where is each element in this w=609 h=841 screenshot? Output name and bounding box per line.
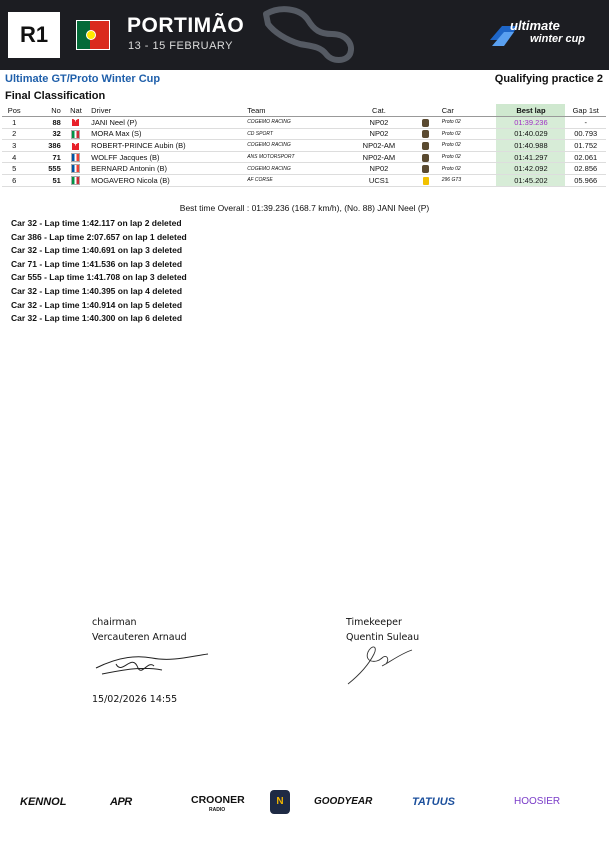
note-item: Car 555 - Lap time 1:41.708 on lap 3 deleted (11, 272, 187, 283)
crooner-logo: CROONER (191, 794, 245, 806)
row-number: 71 (26, 151, 62, 163)
timekeeper-signature (346, 640, 426, 686)
row-team: CD SPORT (245, 128, 346, 140)
note-item: Car 32 - Lap time 1:40.914 on lap 5 deleted (11, 299, 183, 310)
note-item: Car 32 - Lap time 1:42.117 on lap 2 deleted (11, 218, 182, 228)
col-driver: Driver (89, 104, 245, 117)
venue-name: PORTIMÃO (127, 14, 245, 37)
row-driver: MOGAVERO Nicola (B) (89, 174, 245, 186)
crooner-radio-logo: RADIO (209, 807, 226, 813)
col-best-lap: Best lap (496, 104, 565, 117)
row-number: 88 (26, 117, 62, 129)
row-best-lap: 01:39.236 (496, 117, 565, 129)
row-car: Proto 02 (440, 128, 497, 140)
row-pos: 1 (2, 117, 26, 129)
hoosier-logo: HOOSIER (514, 796, 561, 807)
tatuus-logo: TATUUS (412, 796, 455, 808)
portugal-flag-icon (76, 20, 110, 50)
row-team: AF CORSE (245, 174, 346, 186)
track-map-icon (260, 4, 360, 66)
row-category: NP02 (347, 128, 412, 140)
event-header (0, 0, 609, 70)
row-best-lap: 01:41.297 (496, 151, 565, 163)
col-cat: Cat. (347, 104, 412, 117)
apr-logo: APR (110, 796, 132, 808)
col-car: Car (440, 104, 497, 117)
row-gap: 05.966 (565, 174, 606, 186)
row-pos: 4 (2, 151, 26, 163)
steward-notes (11, 217, 187, 326)
row-best-lap: 01:45.202 (496, 174, 565, 186)
results-table (2, 104, 606, 187)
france-flag-icon (71, 164, 80, 173)
chairman-role: chairman (92, 617, 137, 628)
results-header-row (2, 104, 606, 117)
switzerland-flag-icon (72, 119, 79, 126)
table-row (2, 174, 606, 186)
row-category: NP02 (347, 163, 412, 175)
table-row (2, 117, 606, 129)
row-best-lap: 01:40.029 (496, 128, 565, 140)
row-category: NP02-AM (347, 151, 412, 163)
row-team: COGEMO RACING (245, 140, 346, 152)
row-number: 51 (26, 174, 62, 186)
best-time-overall: Best time Overall : 01:39.236 (168.7 km/h), (No. 88) JANI Neel (P) (179, 203, 430, 213)
ligier-brand-icon (422, 130, 429, 138)
row-gap: 00.793 (565, 128, 606, 140)
row-pos: 6 (2, 174, 26, 186)
row-pos: 5 (2, 163, 26, 175)
note-item: Car 386 - Lap time 2:07.657 on lap 1 deleted (11, 231, 187, 242)
signature-datetime: 15/02/2026 14:55 (92, 694, 178, 705)
event-dates: 13 - 15 FEBRUARY (128, 40, 234, 52)
col-brand (411, 104, 439, 117)
row-category: NP02-AM (347, 140, 412, 152)
chairman-name: Vercauteren Arnaud (92, 632, 187, 643)
row-driver: BERNARD Antonin (B) (89, 163, 245, 175)
ligier-brand-icon (422, 154, 429, 162)
france-flag-icon (71, 153, 80, 162)
ligier-brand-icon (422, 142, 429, 150)
ferrari-brand-icon (423, 177, 429, 185)
brand-wordmark-bottom: winter cup (530, 33, 586, 45)
row-team: ANS MOTORSPORT (245, 151, 346, 163)
italy-flag-icon (71, 176, 80, 185)
italy-flag-icon (71, 130, 80, 139)
row-pos: 2 (2, 128, 26, 140)
row-gap: - (565, 117, 606, 129)
sponsor-bar (0, 788, 609, 818)
chairman-signature (92, 646, 212, 680)
row-category: NP02 (347, 117, 412, 129)
row-category: UCS1 (347, 174, 412, 186)
championship-title: Ultimate GT/Proto Winter Cup (5, 73, 161, 85)
row-number: 386 (26, 140, 62, 152)
row-car: Proto 02 (440, 151, 497, 163)
note-item: Car 71 - Lap time 1:41.536 on lap 3 deleted (11, 258, 183, 269)
timekeeper-role: Timekeeper (346, 617, 402, 628)
session-title: Qualifying practice 2 (494, 73, 603, 85)
row-team: COGEMO RACING (245, 163, 346, 175)
row-best-lap: 01:42.092 (496, 163, 565, 175)
ligier-brand-icon (422, 119, 429, 127)
row-car: Proto 02 (440, 140, 497, 152)
row-car: Proto 02 (440, 117, 497, 129)
row-number: 32 (26, 128, 62, 140)
row-pos: 3 (2, 140, 26, 152)
col-gap: Gap 1st (565, 104, 606, 117)
kennol-logo: KENNOL (20, 796, 67, 808)
col-team: Team (245, 104, 346, 117)
col-nat: Nat (63, 104, 89, 117)
table-row (2, 140, 606, 152)
note-item: Car 32 - Lap time 1:40.395 on lap 4 deleted (11, 285, 183, 296)
timekeeper-name: Quentin Suleau (346, 632, 420, 643)
table-row (2, 151, 606, 163)
col-no: No (26, 104, 62, 117)
row-driver: ROBERT-PRINCE Aubin (B) (89, 140, 245, 152)
table-row (2, 163, 606, 175)
brand-wordmark-top: ultimate (510, 18, 560, 33)
note-item: Car 32 - Lap time 1:40.300 on lap 6 deleted (11, 313, 183, 324)
row-driver: WOLFF Jacques (B) (89, 151, 245, 163)
row-car: 296 GT3 (440, 174, 497, 186)
row-best-lap: 01:40.988 (496, 140, 565, 152)
row-gap: 01.752 (565, 140, 606, 152)
row-driver: MORA Max (S) (89, 128, 245, 140)
col-pos: Pos (2, 104, 26, 117)
row-gap: 02.061 (565, 151, 606, 163)
switzerland-flag-icon (72, 143, 79, 150)
row-driver: JANI Neel (P) (89, 117, 245, 129)
classification-title: Final Classification (5, 90, 106, 102)
n-logo: N (270, 790, 290, 814)
row-number: 555 (26, 163, 62, 175)
row-gap: 02.856 (565, 163, 606, 175)
table-row (2, 128, 606, 140)
goodyear-logo: GOODYEAR (314, 796, 373, 807)
round-badge: R1 (8, 12, 60, 58)
row-car: Proto 02 (440, 163, 497, 175)
row-team: COGEMO RACING (245, 117, 346, 129)
ligier-brand-icon (422, 165, 429, 173)
note-item: Car 32 - Lap time 1:40.691 on lap 3 deleted (11, 245, 183, 256)
